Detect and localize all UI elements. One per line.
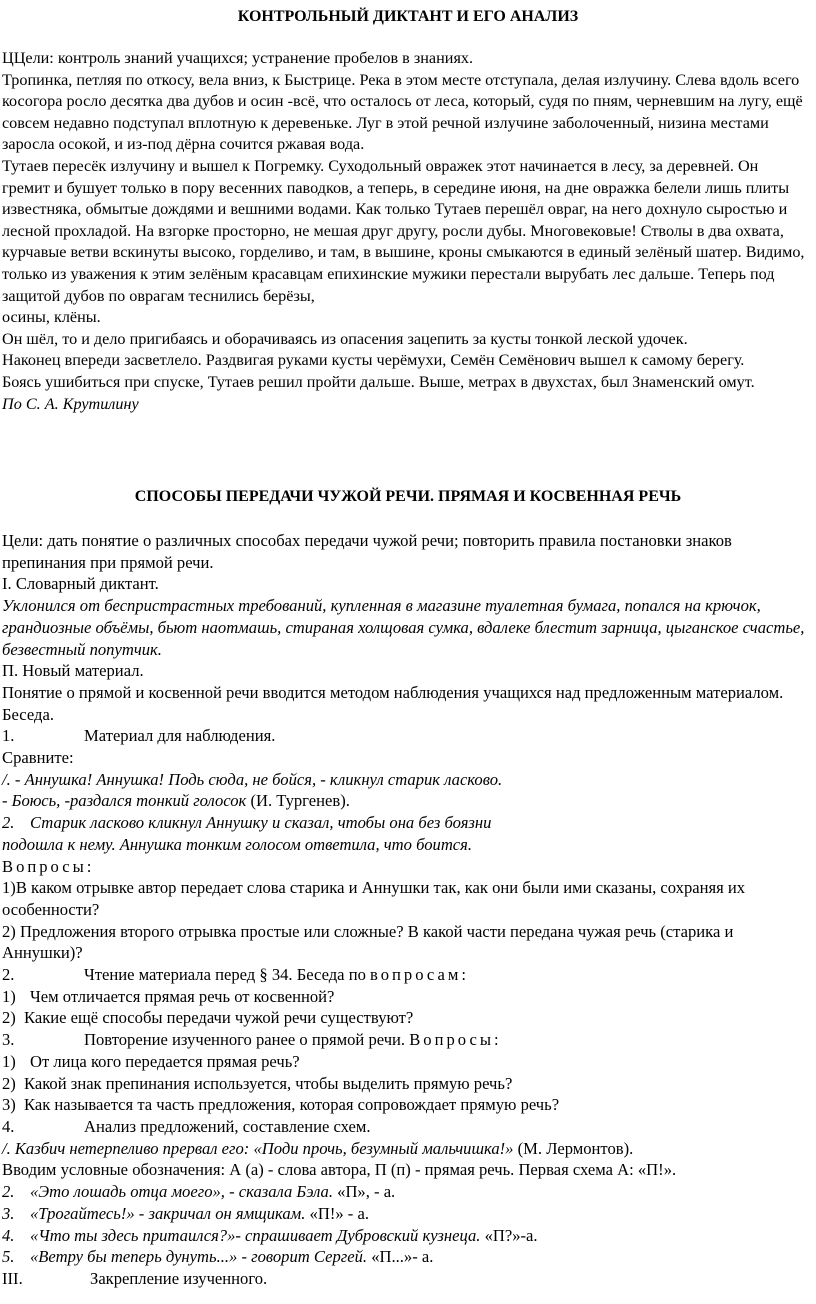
compare-label: Сравните: [2,748,74,768]
question-item [0,1051,816,1073]
example-quote: «Это лошадь отца моего», - сказала Бэла. [30,1182,333,1202]
speech-section [0,486,816,1290]
item-number: 4. [2,1116,15,1136]
example-quote: «Ветру бы теперь дунуть...» - говорит Сергей. [30,1247,368,1267]
item-text: : [494,1030,499,1050]
example-quote: «Что ты здесь притаился?»- спрашивает Дубровский кузнеца. [30,1225,481,1245]
text-paragraph: Наконец впереди засветлело. Раздвигая руками кусты черёмухи, Семён Семёнович вышел к самому берегу. [2,351,745,370]
text-paragraph: Боясь ушибиться при спуске, Тутаев решил пройти дальше. Выше, метрах в двухстах, был Знаменский омут. [2,372,755,391]
text-paragraph: Тутаев пересёк излучину и вышел к Погремку. Суходольный овражек этот начинается в лесу, за деревней. Он гремит и бушует только в пору весенних паводков, а теперь, в середине июня, на дне овражка белели лишь плиты известняка, обмытые дождями и вешними водами. Как только Тутаев перешёл овраг, на него дохнуло сыростью и лесной прохладой. На взгорке просторно, не мешая друг другу, росли дубы. Многовековые! Стволы в два охвата, курчавые ветви вскинуты высоко, горделиво, и там, в вышине, кроны смыкаются в единый зелёный шатер. Видимо, только из уважения к этим зелёным красавцам епихинские мужики перестали вырубать лес дальше. Теперь под защитой дубов по оврагам теснились берёзы, [2,156,805,305]
question-item [0,1094,816,1116]
material-item [0,725,816,747]
author-signature: По С. А. Крутилину [2,394,139,413]
item-text: Закрепление изученного. [90,1268,268,1288]
concept-paragraph: Понятие о прямой и косвенной речи вводится методом наблюдения учащихся над предложенным материалом. Беседа. [2,682,784,724]
material-item [0,964,816,986]
item-number: III. [2,1268,23,1288]
example-line [0,790,816,812]
scheme-text: «П!» - а. [305,1203,369,1223]
question-item [0,1073,816,1095]
item-number: 3. [2,1030,15,1050]
example-line: /. - Аннушка! Аннушка! Подь сюда, не бойся, - кликнул старик ласково. [2,769,503,789]
item-number: 5. [2,1247,15,1267]
item-number: 1) [2,1051,16,1071]
question-item: 2) Предложения второго отрывка простые или сложные? В какой части передана чужая речь (старика и Аннушки)? [2,921,734,963]
example-source: (И. Тургенев). [246,791,350,811]
item-text: Чтение материала перед § 34. Беседа по [84,965,371,985]
item-number: 2) [2,1008,16,1028]
goal-line: ЦЦели: контроль знаний учащихся; устранение пробелов в знаниях. [2,49,474,67]
item-text: : [461,965,466,985]
item-text: От лица кого передается прямая речь? [30,1051,300,1071]
section-heading-dictation: КОНТРОЛЬНЫЙ ДИКТАНТ И ЕГО АНАЛИЗ [237,8,579,25]
scheme-item [0,1225,816,1247]
item-text: Материал для наблюдения. [84,726,276,746]
item-number: 2. [2,965,15,985]
example-quote: «Трогайтесь!» - закричал он ямщикам. [30,1203,306,1223]
dictation-words: Уклонился от беспристрастных требований, купленная в магазине туалетная бумага, попался на крючок, грандиозные объёмы, бьют наотмашь, стираная холщовая сумка, вдалеке блестит зарница, цыганское счастье, безвестный попутчик. [2,596,805,659]
step-heading: I. Словарный диктант. [2,574,159,594]
text-paragraph: Он шёл, то и дело пригибаясь и оборачиваясь из опасения зацепить за кусты тонкой леской удочек. [2,329,688,348]
section-heading-speech: СПОСОБЫ ПЕРЕДАЧИ ЧУЖОЙ РЕЧИ. ПРЯМАЯ И КОСВЕННАЯ РЕЧЬ [134,488,682,505]
item-text: Чем отличается прямая речь от косвенной? [30,986,335,1006]
item-number: 3) [2,1095,16,1115]
material-item [0,1029,816,1051]
scheme-text: «П...»- а. [367,1247,434,1267]
notation-line: Вводим условные обозначения: А (а) - слова автора, П (п) - прямая речь. Первая схема А: «П!». [2,1160,677,1180]
example-line [0,1138,816,1160]
scheme-item [0,1203,816,1225]
dictation-section [0,6,816,415]
question-item: 1)В каком отрывке автор передает слова старика и Аннушки так, как они были ими сказаны, сохраняя их особенности? [2,878,746,919]
example-quote: /. Казбич нетерпеливо прервал его: «Поди прочь, безумный мальчишка!» [2,1138,514,1158]
item-number: 2. [2,813,15,833]
question-item [0,986,816,1008]
item-number: 2. [2,1182,15,1202]
item-number: 1) [2,986,16,1006]
question-item [0,1007,816,1029]
item-text: Как называется та часть предложения, которая сопровождает прямую речь? [24,1095,560,1115]
example-line [0,812,816,834]
scheme-item [0,1246,816,1268]
item-text: Повторение изученного ранее о прямой речи. [84,1030,410,1050]
item-text: Какие ещё способы передачи чужой речи существуют? [24,1008,414,1028]
material-item [0,1116,816,1138]
example-line: подошла к нему. Аннушка тонким голосом ответила, что боится. [2,834,473,854]
questions-label: Вопросы: [2,856,95,876]
item-number: 3. [2,1203,15,1223]
item-number: 1. [2,726,15,746]
text-paragraph: осины, клёны. [2,308,101,327]
step-heading [0,1268,816,1290]
item-number: 2) [2,1073,16,1093]
goal-line: Цели: дать понятие о различных способах передачи чужой речи; повторить правила постановки знаков препинания при прямой речи. [2,531,732,572]
item-text: Какой знак препинания используется, чтобы выделить прямую речь? [24,1073,513,1093]
item-text: Анализ предложений, составление схем. [84,1116,371,1136]
text-paragraph: Тропинка, петляя по откосу, вела вниз, к Быстрице. Река в этом месте отступала, делая излучину. Слева вдоль всего косогора росло десятка два дубов и осин -всё, что осталось от леса, который, судя по пням, черневшим на лугу, ещё совсем недавно подступал вплотную к деревеньке. Луг в этой речной излучине заболоченный, низина местами заросла осокой, и из-под дёрна сочится ржавая вода. [2,70,803,154]
step-heading: П. Новый материал. [2,661,144,681]
example-quote: - Боюсь, -раздался тонкий голосок [2,791,247,811]
example-quote: Старик ласково кликнул Аннушку и сказал, чтобы она без боязни [30,813,492,833]
item-text: вопросам [370,965,462,985]
scheme-text: «П?»-а. [480,1225,538,1245]
item-number: 4. [2,1225,15,1245]
scheme-text: «П», - а. [333,1182,396,1202]
scheme-item [0,1181,816,1203]
item-text: Вопросы [409,1030,495,1050]
example-source: (М. Лермонтов). [513,1138,634,1158]
